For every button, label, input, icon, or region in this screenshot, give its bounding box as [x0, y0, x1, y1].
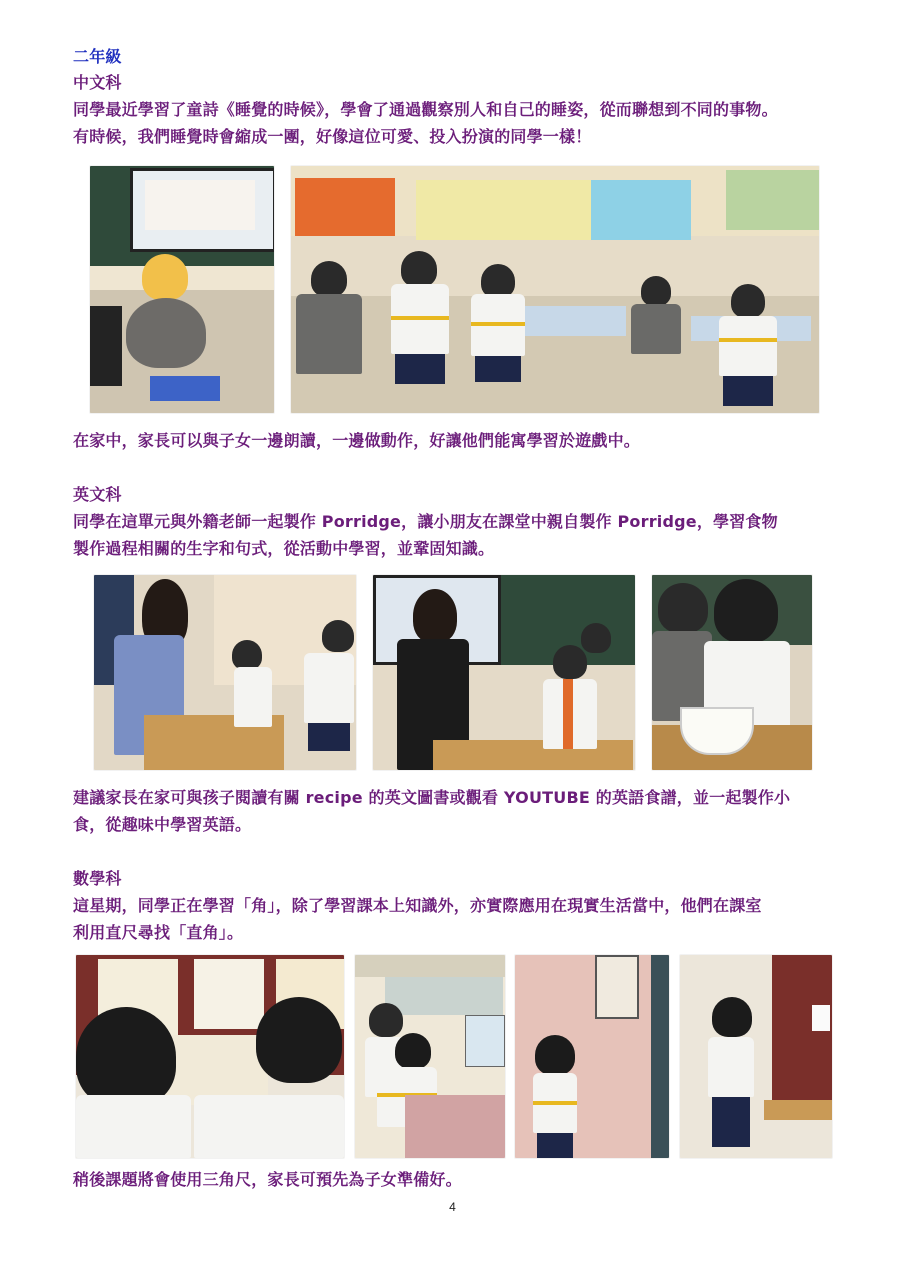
- english-paragraph-line-1: 同學在這單元與外籍老師一起製作 Porridge，讓小朋友在課堂中親自製作 Porridge，學習食物: [73, 512, 778, 531]
- english-parent-note-line-1: 建議家長在家可與孩子閱讀有關 recipe 的英文圖書或觀看 YOUTUBE 的英語食譜，並一起製作小: [73, 788, 791, 807]
- chinese-parent-note: 在家中，家長可以與子女一邊朗讀，一邊做動作，好讓他們能寓學習於遊戲中。: [73, 431, 641, 450]
- chinese-paragraph-line-1: 同學最近學習了童詩《睡覺的時候》，學會了通過觀察別人和自己的睡姿，從而聯想到不同的事物。: [73, 100, 778, 119]
- photo-class-acting-poem: [291, 166, 819, 413]
- grade-heading: 二年級: [73, 47, 122, 66]
- math-parent-note: 稍後課題將會使用三角尺，家長可預先為子女準備好。: [73, 1170, 462, 1189]
- chinese-heading: 中文科: [73, 73, 122, 92]
- photo-student-curled-up: [90, 166, 274, 413]
- photo-girl-measuring-board: [680, 955, 832, 1158]
- english-parent-note-line-2: 食，從趣味中學習英語。: [73, 815, 252, 834]
- math-paragraph-line-2: 利用直尺尋找「直角」。: [73, 923, 244, 942]
- page-number: 4: [449, 1200, 456, 1214]
- photo-students-at-display-board: [76, 955, 344, 1158]
- math-paragraph-line-1: 這星期，同學正在學習「角」，除了學習課本上知識外，亦實際應用在現實生活當中，他們在課室: [73, 896, 762, 915]
- chinese-paragraph-line-2: 有時候，我們睡覺時會縮成一團，好像這位可愛、投入扮演的同學一樣！: [73, 127, 592, 146]
- photo-students-measuring-window: [355, 955, 505, 1158]
- photo-teacher-with-students: [373, 575, 635, 770]
- math-heading: 數學科: [73, 869, 122, 888]
- photo-teacher-porridge-demo: [94, 575, 356, 770]
- english-heading: 英文科: [73, 485, 122, 504]
- photo-girl-stirring-porridge: [652, 575, 812, 770]
- photo-girl-measuring-door: [515, 955, 669, 1158]
- english-paragraph-line-2: 製作過程相關的生字和句式，從活動中學習，並鞏固知識。: [73, 539, 495, 558]
